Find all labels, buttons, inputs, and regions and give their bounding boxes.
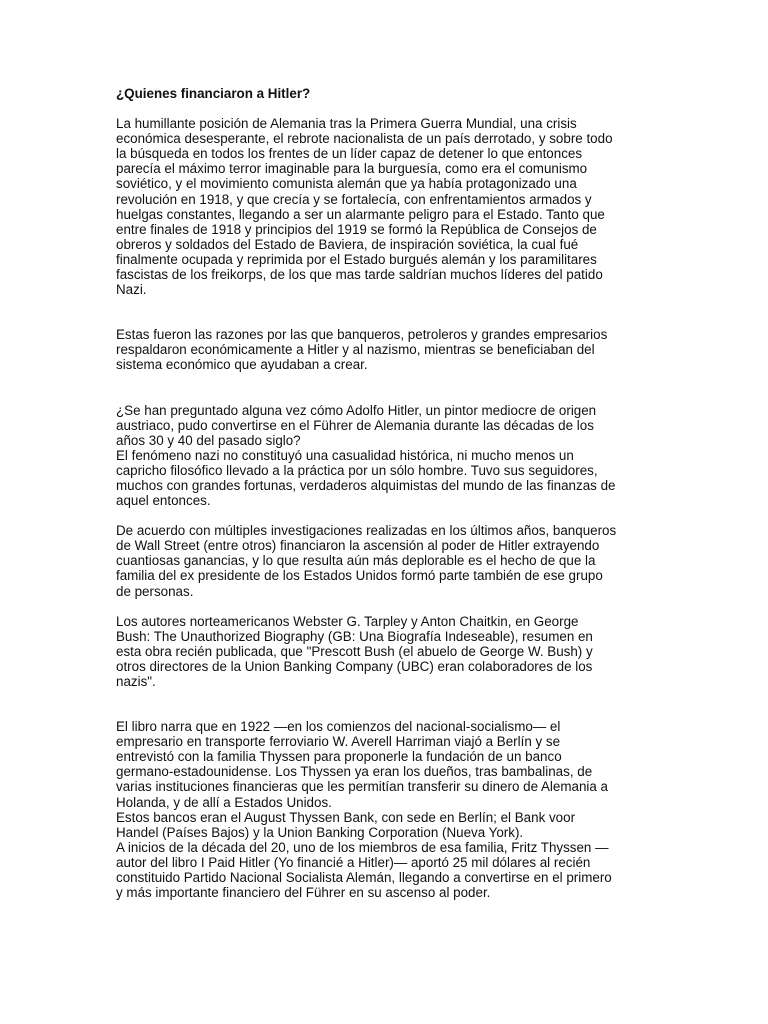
paragraph-line: aquel entonces.	[116, 493, 211, 509]
paragraph-line: revolución en 1918, y que crecía y se fortalecía, con enfrentamientos armados y	[116, 191, 592, 207]
paragraph-line: A inicios de la década del 20, uno de los miembros de esa familia, Fritz Thyssen —	[116, 839, 609, 855]
paragraph-line: y más importante financiero del Führer en su ascenso al poder.	[116, 885, 491, 901]
paragraph-line: la búsqueda en todos los frentes de un líder capaz de detener lo que entonces	[116, 146, 583, 162]
paragraph-3	[116, 403, 656, 509]
paragraph-line: La humillante posición de Alemania tras la Primera Guerra Mundial, una crisis	[116, 116, 577, 132]
paragraph-line: años 30 y 40 del pasado siglo?	[116, 432, 301, 448]
paragraph-line: parecía el máximo terror imaginable para la burguesía, como era el comunismo	[116, 161, 588, 177]
paragraph-line: germano-estadounidense. Los Thyssen ya eran los dueños, tras bambalinas, de	[116, 764, 593, 780]
paragraph-line: De acuerdo con múltiples investigaciones realizadas en los últimos años, banqueros	[116, 523, 617, 539]
paragraph-line: Estas fueron las razones por las que banqueros, petroleros y grandes empresarios	[116, 327, 608, 343]
paragraph-line: austriaco, pudo convertirse en el Führer de Alemania durante las décadas de los	[116, 417, 594, 433]
paragraph-6	[116, 719, 656, 900]
paragraph-line: económica desesperante, el rebrote nacionalista de un país derrotado, y sobre todo	[116, 131, 613, 147]
paragraph-line: ¿Se han preguntado alguna vez cómo Adolfo Hitler, un pintor mediocre de origen	[116, 402, 597, 418]
paragraph-line: obreros y soldados del Estado de Baviera, de inspiración soviética, la cual fué	[116, 236, 579, 252]
document-body	[116, 86, 656, 900]
paragraph-line: autor del libro I Paid Hitler (Yo financié a Hitler)— aportó 25 mil dólares al recién	[116, 854, 591, 870]
paragraph-5	[116, 614, 656, 689]
paragraph-line: entrevistó con la familia Thyssen para proponerle la fundación de un banco	[116, 749, 562, 765]
paragraph-line: El libro narra que en 1922 —en los comienzos del nacional-socialismo— el	[116, 719, 561, 735]
paragraph-line: finalmente ocupada y reprimida por el Estado burgués alemán y los paramilitares	[116, 251, 597, 267]
paragraph-line: de Wall Street (entre otros) financiaron la ascensión al poder de Hitler extrayendo	[116, 538, 600, 554]
paragraph-line: cuantiosas ganancias, y lo que resulta aún más deplorable es el hecho de que la	[116, 553, 596, 569]
paragraph-line: huelgas constantes, llegando a ser un alarmante peligro para el Estado. Tanto que	[116, 206, 605, 222]
paragraph-line: otros directores de la Union Banking Company (UBC) eran colaboradores de los	[116, 658, 593, 674]
paragraph-line: de personas.	[116, 583, 194, 599]
paragraph-line: entre finales de 1918 y principios del 1919 se formó la República de Consejos de	[116, 221, 597, 237]
paragraph-line: Los autores norteamericanos Webster G. Tarpley y Anton Chaitkin, en George	[116, 613, 579, 629]
paragraph-line: familia del ex presidente de los Estados Unidos formó parte también de ese grupo	[116, 568, 603, 584]
paragraph-line: respaldaron económicamente a Hitler y al nazismo, mientras se beneficiaban del	[116, 342, 595, 358]
paragraph-4	[116, 523, 656, 598]
paragraph-line: constituido Partido Nacional Socialista Alemán, llegando a convertirse en el primero	[116, 870, 612, 886]
paragraph-2	[116, 327, 656, 372]
paragraph-line: sistema económico que ayudaban a crear.	[116, 357, 368, 373]
paragraph-1	[116, 116, 656, 297]
paragraph-line: muchos con grandes fortunas, verdaderos alquimistas del mundo de las finanzas de	[116, 477, 616, 493]
paragraph-line: Nazi.	[116, 282, 147, 298]
paragraph-line: empresario en transporte ferroviario W. Averell Harriman viajó a Berlín y se	[116, 734, 561, 750]
paragraph-line: capricho filosófico llevado a la práctica por un sólo hombre. Tuvo sus seguidores,	[116, 462, 598, 478]
paragraph-line: Bush: The Unauthorized Biography (GB: Una Biografía Indeseable), resumen en	[116, 628, 593, 644]
paragraph-line: Handel (Países Bajos) y la Union Banking Corporation (Nueva York).	[116, 824, 524, 840]
paragraph-line: Holanda, y de allí a Estados Unidos.	[116, 794, 332, 810]
paragraph-line: Estos bancos eran el August Thyssen Bank, con sede en Berlín; el Bank voor	[116, 809, 576, 825]
paragraph-line: El fenómeno nazi no constituyó una casualidad histórica, ni mucho menos un	[116, 447, 574, 463]
paragraph-line: esta obra recién publicada, que "Prescott Bush (el abuelo de George W. Bush) y	[116, 643, 593, 659]
paragraph-line: varias instituciones financieras que les permitían transferir su dinero de Alemania a	[116, 779, 608, 795]
paragraph-line: nazis".	[116, 674, 156, 689]
paragraph-line: fascistas de los freikorps, de los que mas tarde saldrían muchos líderes del patido	[116, 267, 603, 283]
paragraph-line: soviético, y el movimiento comunista alemán que ya había protagonizado una	[116, 176, 577, 192]
document-title: ¿Quienes financiaron a Hitler?	[116, 86, 311, 101]
